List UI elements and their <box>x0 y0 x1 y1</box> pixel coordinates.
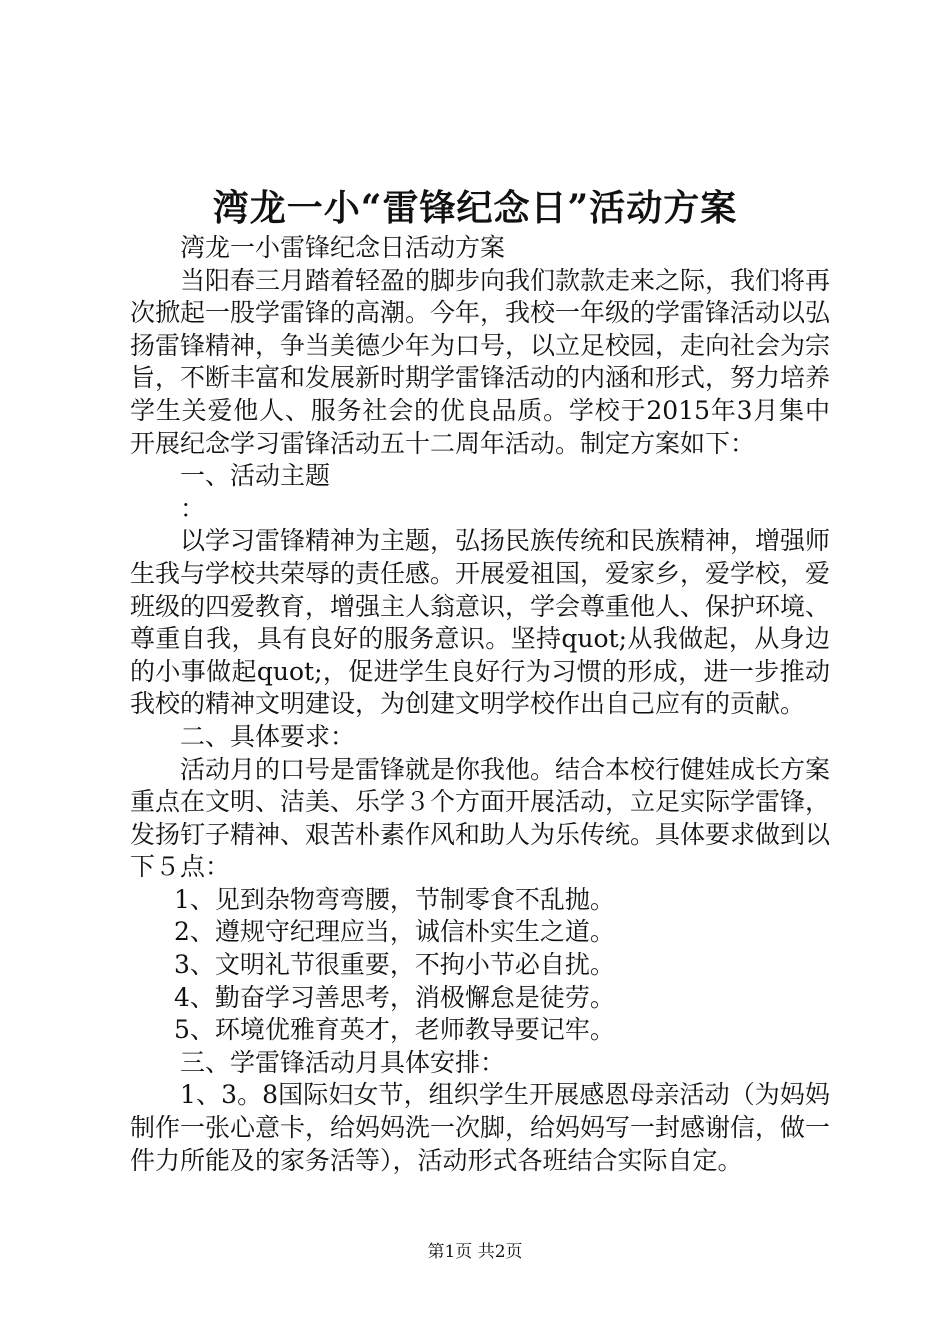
list-item: 4、勤奋学习善思考，消极懈怠是徒劳。 <box>174 982 615 1012</box>
page-footer: 第1页 共2页 <box>427 1242 523 1262</box>
list-item: 1、见到杂物弯弯腰，节制零食不乱抛。 <box>174 884 615 914</box>
section-heading-schedule: 三、学雷锋活动月具体安排： <box>180 1047 506 1077</box>
theme-paragraph: 以学习雷锋精神为主题，弘扬民族传统和民族精神，增强师生我与学校共荣辱的责任感。开展爱祖国，爱家乡，爱学校，爱班级的四爱教育，增强主人翁意识，学会尊重他人、保护环境、尊重自我，具有良好的服务意识。坚持quot;从我做起，从身边的小事做起quot;，促进学生良好行为习惯的形成，进一步推动我校的精神文明建设，为创建文明学校作出自己应有的贡献。 <box>130 526 831 719</box>
colon-line: ： <box>180 493 206 523</box>
requirements-paragraph: 活动月的口号是雷锋就是你我他。结合本校行健娃成长方案重点在文明、洁美、乐学３个方面开展活动，立足实际学雷锋，发扬钉子精神、艰苦朴素作风和助人为乐传统。具体要求做到以下５点： <box>130 754 831 882</box>
subtitle-paragraph: 湾龙一小雷锋纪念日活动方案 <box>180 233 506 262</box>
schedule-paragraph: 1、3。8国际妇女节，组织学生开展感恩母亲活动（为妈妈制作一张心意卡，给妈妈洗一次脚，给妈妈写一封感谢信，做一件力所能及的家务活等），活动形式各班结合实际自定。 <box>130 1080 831 1175</box>
document-title: 湾龙一小“雷锋纪念日”活动方案 <box>212 187 738 229</box>
intro-paragraph: 当阳春三月踏着轻盈的脚步向我们款款走来之际，我们将再次掀起一股学雷锋的高潮。今年，我校一年级的学雷锋活动以弘扬雷锋精神，争当美德少年为口号，以立足校园，走向社会为宗旨，不断丰富和发展新时期学雷锋活动的内涵和形式，努力培养学生关爱他人、服务社会的优良品质。学校于2015年3月集中开展纪念学习雷锋活动五十二周年活动。制定方案如下： <box>130 265 831 458</box>
document-body <box>130 232 830 1177</box>
section-heading-theme: 一、活动主题 <box>180 461 331 491</box>
list-item: 3、文明礼节很重要，不拘小节必自扰。 <box>174 950 615 980</box>
list-item: 5、环境优雅育英才，老师教导要记牢。 <box>174 1015 615 1045</box>
section-heading-requirements: 二、具体要求： <box>180 721 356 751</box>
list-item: 2、遵规守纪理应当，诚信朴实生之道。 <box>174 917 615 947</box>
